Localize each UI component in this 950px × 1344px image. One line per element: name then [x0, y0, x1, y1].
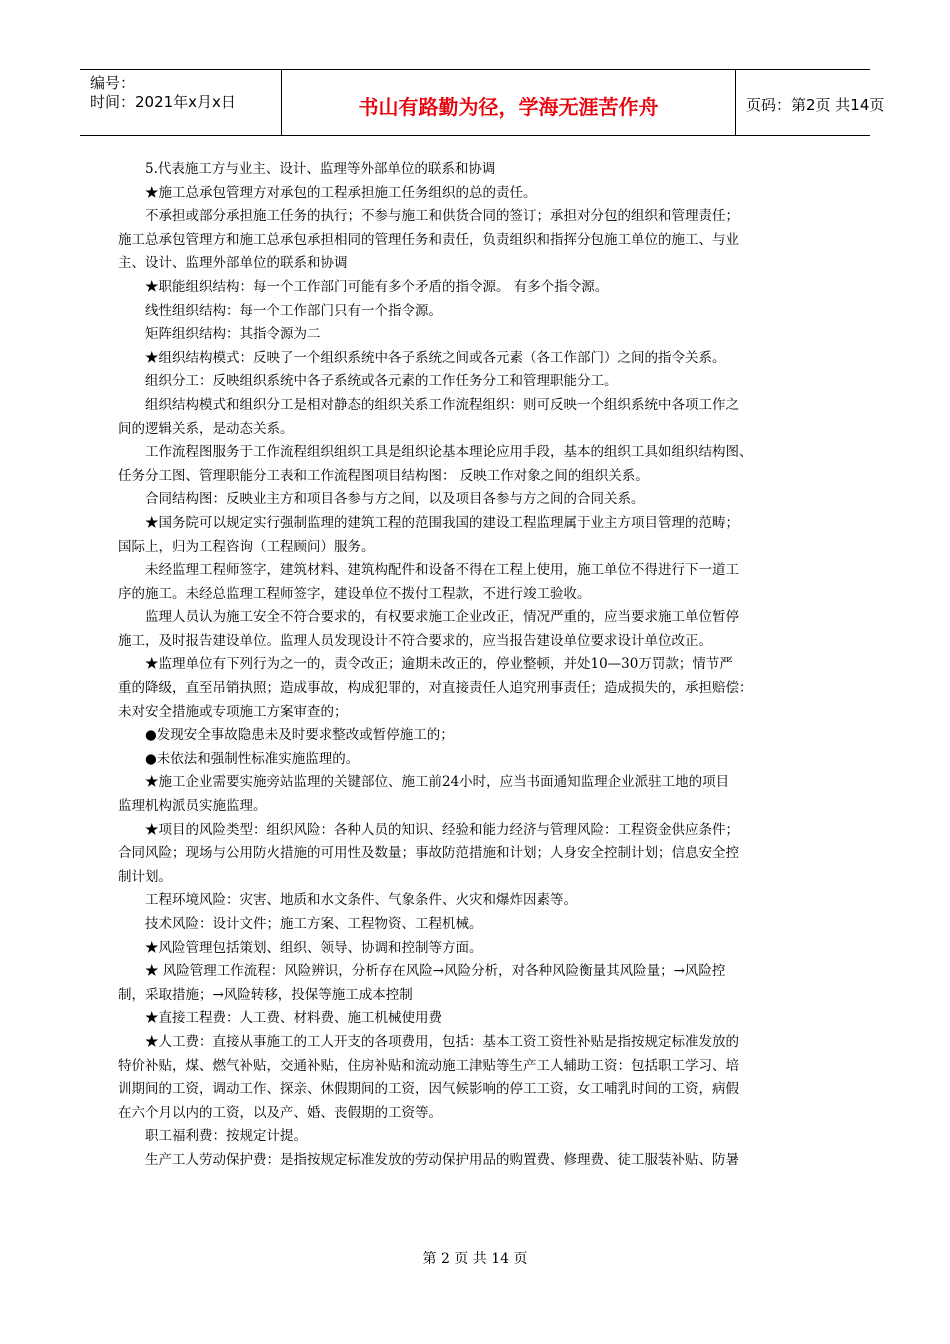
text-line: ★直接工程费：人工费、材料费、施工机械使用费 [145, 1010, 442, 1027]
text-line: 组织分工：反映组织系统中各子系统或各元素的工作任务分工和管理职能分工。 [145, 373, 618, 390]
text-line: 技术风险：设计文件；施工方案、工程物资、工程机械。 [145, 916, 483, 932]
header-info-cell [80, 70, 282, 135]
text-line: ★国务院可以规定实行强制监理的建筑工程的范围我国的建设工程监理属于业主方项目管理的范畴； [145, 514, 739, 531]
document-body [118, 158, 810, 1173]
text-line: 重的降级，直至吊销执照；造成事故，构成犯罪的，对直接责任人追究刑事责任；造成损失的，承担赔偿： [118, 680, 753, 697]
text-line: ★风险管理包括策划、组织、领导、协调和控制等方面。 [145, 939, 483, 956]
text-line: 矩阵组织结构：其指令源为二 [145, 326, 321, 343]
text-line: 监理机构派员实施监理。 [118, 798, 267, 815]
text-line: 施工总承包管理方和施工总承包承担相同的管理任务和责任，负责组织和指挥分包施工单位的施工、与业 [118, 231, 739, 248]
text-line: 制，采取措施；→风险转移，投保等施工成本控制 [118, 986, 413, 1003]
text-line: ★ 风险管理工作流程：风险辨识，分析存在风险→风险分析，对各种风险衡量其风险量；→风险控 [145, 963, 726, 980]
document-number-label: 编号： [90, 74, 136, 92]
page-footer [0, 1248, 950, 1268]
text-line: 线性组织结构：每一个工作部门只有一个指令源。 [145, 302, 442, 319]
header-motto-cell [282, 70, 736, 135]
text-line: ★项目的风险类型：组织风险：各种人员的知识、经验和能力经济与管理风险：工程资金供应条件； [145, 821, 739, 838]
text-line: 组织结构模式和组织分工是相对静态的组织关系工作流程组织：则可反映一个组织系统中各项工作之 [145, 396, 739, 413]
footer-page-number: 第 2 页 共 14 页 [422, 1251, 528, 1267]
page-header [80, 69, 885, 136]
text-line: 工作流程图服务于工作流程组织组织工具是组织论基本理论应用手段，基本的组织工具如组织结构图、 [145, 444, 753, 461]
text-line: 监理人员认为施工安全不符合要求的，有权要求施工企业改正，情况严重的，应当要求施工单位暂停 [145, 609, 739, 626]
text-line: ●发现安全事故隐患未及时要求整改或暂停施工的； [145, 727, 454, 744]
text-line: 合同风险；现场与公用防火措施的可用性及数量；事故防范措施和计划；人身安全控制计划；信息安全控 [118, 845, 739, 862]
text-line: 5.代表施工方与业主、设计、监理等外部单位的联系和协调 [145, 161, 496, 177]
header-page-cell [736, 70, 885, 135]
text-line: ★人工费：直接从事施工的工人开支的各项费用，包括：基本工资工资性补贴是指按规定标准发放的 [145, 1033, 739, 1050]
document-date-label: 时间：2021年x月x日 [90, 93, 236, 111]
text-line: ★组织结构模式：反映了一个组织系统中各子系统之间或各元素（各工作部门）之间的指令关系。 [145, 349, 726, 366]
text-line: ★施工企业需要实施旁站监理的关键部位、施工前24小时，应当书面通知监理企业派驻工地的项目 [145, 774, 730, 791]
text-line: 生产工人劳动保护费：是指按规定标准发放的劳动保护用品的购置费、修理费、徒工服装补贴、防暑 [145, 1151, 739, 1168]
text-line: 在六个月以内的工资，以及产、婚、丧假期的工资等。 [118, 1104, 442, 1121]
text-line: 未对安全措施或专项施工方案审查的； [118, 703, 348, 720]
text-line: 任务分工图、管理职能分工表和工作流程图项目结构图： 反映工作对象之间的组织关系。 [118, 467, 649, 484]
text-line: ★职能组织结构：每一个工作部门可能有多个矛盾的指令源。 有多个指令源。 [145, 278, 609, 295]
text-line: 主、设计、监理外部单位的联系和协调 [118, 255, 348, 272]
text-line: ★施工总承包管理方对承包的工程承担施工任务组织的总的责任。 [145, 184, 537, 201]
text-line: 工程环境风险：灾害、地质和水文条件、气象条件、火灾和爆炸因素等。 [145, 892, 577, 909]
text-line: 间的逻辑关系，是动态关系。 [118, 420, 294, 437]
header-motto: 书山有路勤为径，学海无涯苦作舟 [358, 95, 659, 119]
text-line: 未经监理工程师签字，建筑材料、建筑构配件和设备不得在工程上使用，施工单位不得进行下一道工 [145, 562, 739, 579]
text-line: 合同结构图：反映业主方和项目各参与方之间，以及项目各参与方之间的合同关系。 [145, 491, 645, 508]
header-page-label: 页码：第2页 共14页 [746, 96, 885, 114]
text-line: ★监理单位有下列行为之一的，责令改正；逾期未改正的，停业整顿，并处10—30万罚款；情节严 [145, 656, 733, 673]
text-line: 职工福利费：按规定计提。 [145, 1128, 307, 1145]
text-line: 训期间的工资，调动工作、探亲、休假期间的工资，因气候影响的停工工资，女工哺乳时间的工资，病假 [118, 1081, 739, 1098]
text-line: 特价补贴，煤、燃气补贴，交通补贴，住房补贴和流动施工津贴等生产工人辅助工资：包括职工学习、培 [118, 1057, 739, 1074]
text-line: 国际上，归为工程咨询（工程顾问）服务。 [118, 538, 375, 555]
text-line: 制计划。 [118, 868, 172, 885]
text-line: 序的施工。未经总监理工程师签字，建设单位不拨付工程款，不进行竣工验收。 [118, 585, 591, 602]
text-line: ●未依法和强制性标准实施监理的。 [145, 750, 360, 767]
text-line: 不承担或部分承担施工任务的执行；不参与施工和供货合同的签订；承担对分包的组织和管理责任； [145, 208, 739, 225]
text-line: 施工，及时报告建设单位。监理人员发现设计不符合要求的，应当报告建设单位要求设计单位改正。 [118, 632, 712, 649]
